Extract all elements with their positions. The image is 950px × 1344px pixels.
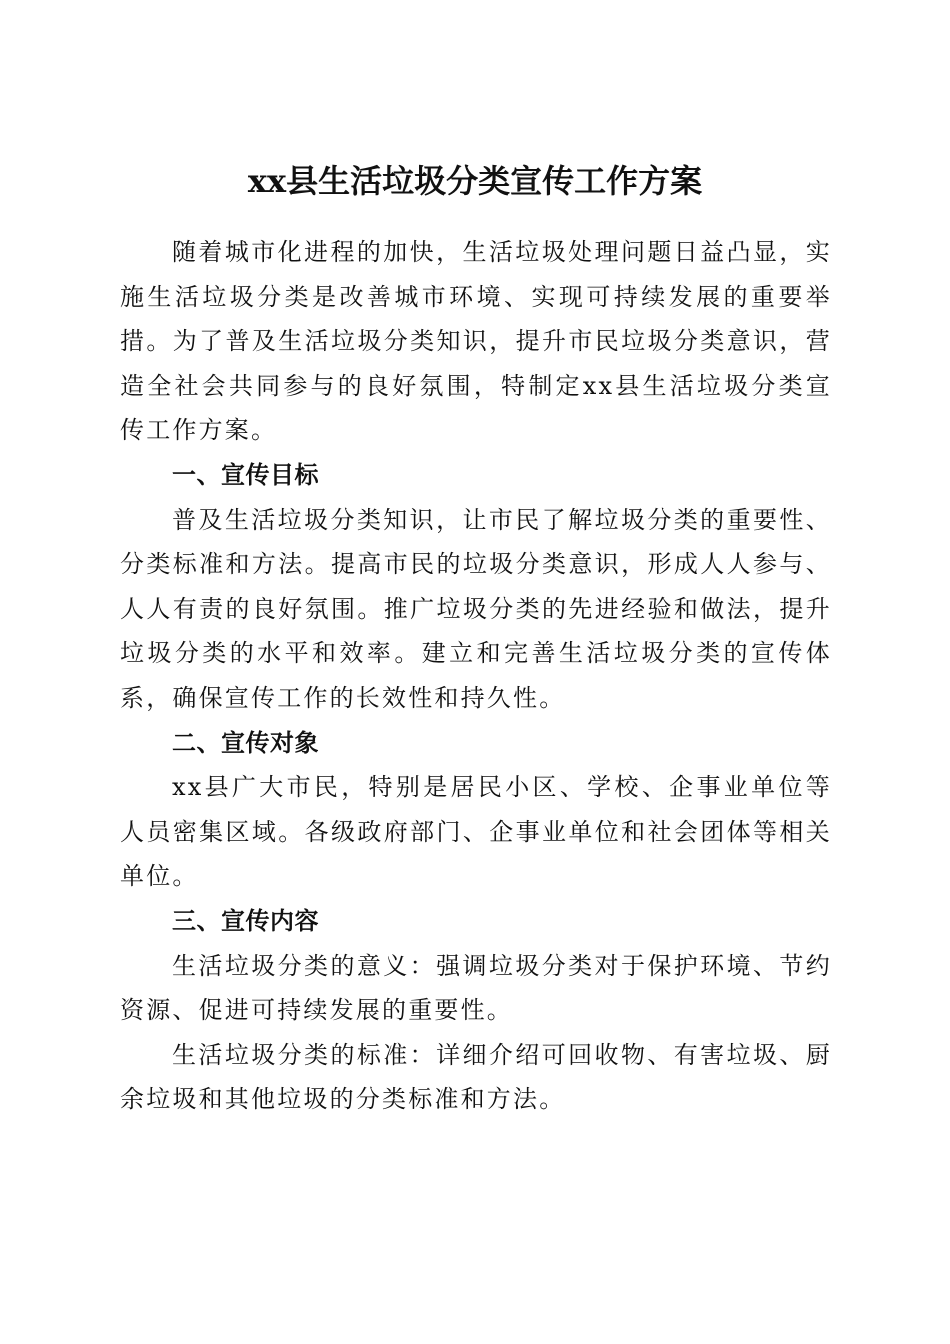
document-body bbox=[120, 230, 832, 1122]
section-heading-content: 三、宣传内容 bbox=[172, 906, 319, 935]
section-heading-goals: 一、宣传目标 bbox=[172, 460, 319, 489]
document-title: xx县生活垃圾分类宣传工作方案 bbox=[247, 162, 703, 201]
section-heading-audience: 二、宣传对象 bbox=[172, 728, 319, 757]
audience-paragraph: xx县广大市民，特别是居民小区、学校、企事业单位等人员密集区域。各级政府部门、企事业单位和社会团体等相关单位。 bbox=[120, 773, 832, 891]
content-paragraph-standards: 生活垃圾分类的标准：详细介绍可回收物、有害垃圾、厨余垃圾和其他垃圾的分类标准和方法。 bbox=[120, 1040, 832, 1114]
intro-paragraph: 随着城市化进程的加快，生活垃圾处理问题日益凸显，实施生活垃圾分类是改善城市环境、实现可持续发展的重要举措。为了普及生活垃圾分类知识，提升市民垃圾分类意识，营造全社会共同参与的良好氛围，特制定xx县生活垃圾分类宣传工作方案。 bbox=[120, 238, 832, 445]
content-paragraph-significance: 生活垃圾分类的意义：强调垃圾分类对于保护环境、节约资源、促进可持续发展的重要性。 bbox=[120, 951, 832, 1025]
goals-paragraph: 普及生活垃圾分类知识，让市民了解垃圾分类的重要性、分类标准和方法。提高市民的垃圾分类意识，形成人人参与、人人有责的良好氛围。推广垃圾分类的先进经验和做法，提升垃圾分类的水平和效率。建立和完善生活垃圾分类的宣传体系，确保宣传工作的长效性和持久性。 bbox=[120, 505, 832, 712]
